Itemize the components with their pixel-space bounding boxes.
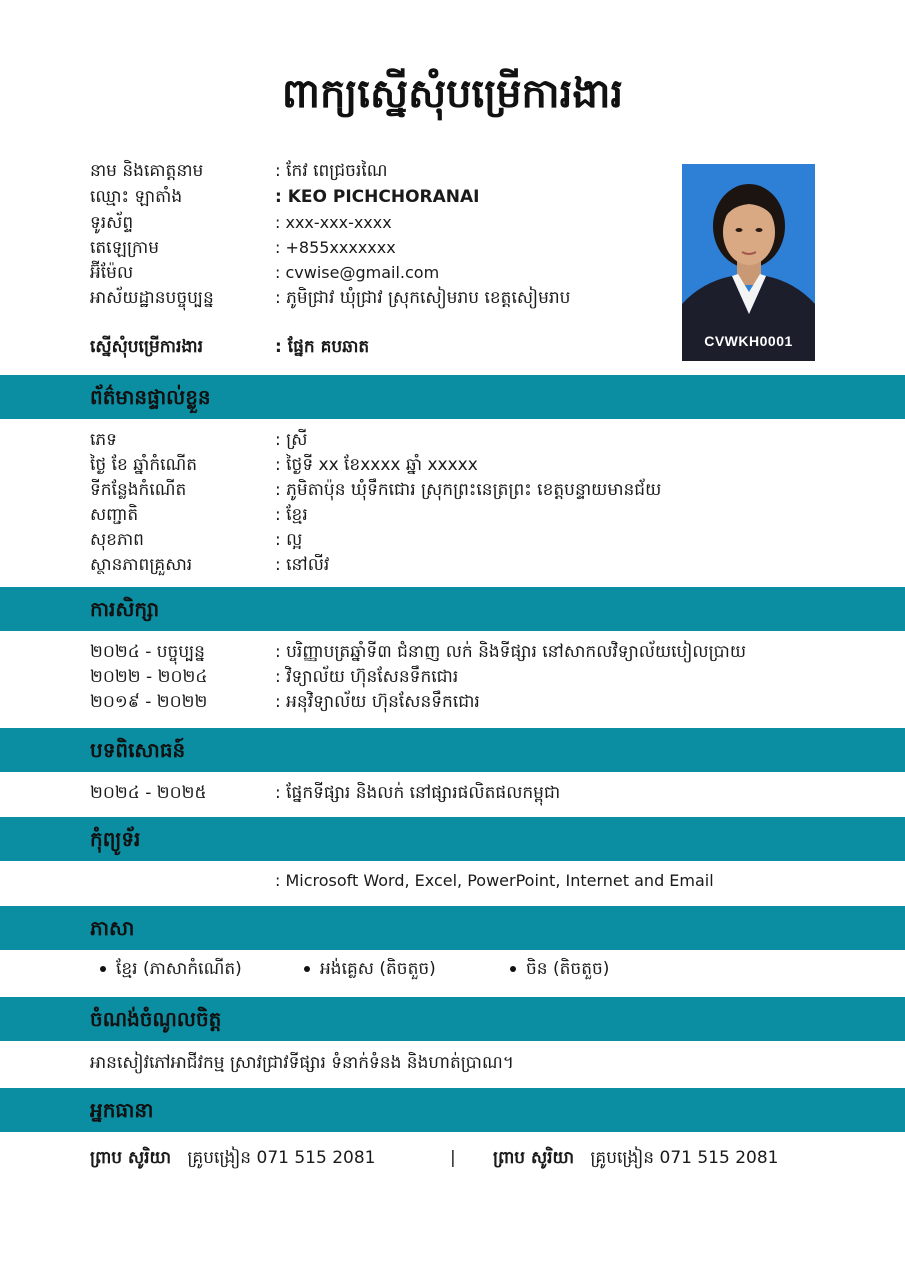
name-latin-label: ឈ្មោះ ឡាតាំង: [90, 187, 183, 207]
person-portrait-image: [682, 164, 815, 361]
phone-value: : xxx-xxx-xxxx: [275, 213, 392, 232]
reference-phone: 071 515 2081: [256, 1148, 376, 1168]
profile-photo: [682, 164, 815, 361]
section-title: កុំព្យូទ័រ: [90, 827, 141, 851]
section-header-language: [0, 906, 905, 950]
pob-value: : ភូមិតាប៉ុន ឃុំទឹកជោរ ស្រុកព្រះនេត្រព្រះ ខេត្តបន្ទាយមានជ័យ: [275, 480, 662, 500]
marital-value: : នៅលីវ: [275, 555, 330, 575]
section-header-education: [0, 587, 905, 631]
hobbies-row: [90, 1050, 514, 1076]
position-value: : ផ្នែក គបឆាត: [275, 337, 370, 357]
reference-name: ព្រាប សូរិយា: [493, 1148, 575, 1168]
telegram-value: : +855xxxxxxx: [275, 238, 396, 257]
email-value[interactable]: : cvwise@gmail.com: [275, 263, 440, 282]
computer-value: : Microsoft Word, Excel, PowerPoint, Internet and Email: [275, 871, 714, 890]
section-title: ព័ត៌មានផ្ទាល់ខ្លួន: [90, 385, 211, 409]
reference-phone: 071 515 2081: [659, 1148, 779, 1168]
bullet-icon: [510, 966, 516, 972]
phone-label: ទូរស័ព្ទ: [90, 213, 134, 233]
education-value: : អនុវិទ្យាល័យ ហ៊ុនសែនទឹកជោរ: [275, 692, 480, 712]
language-label: ចិន (តិចតួច): [526, 959, 610, 979]
education-period: ២០២២ - ២០២៤: [90, 667, 208, 687]
section-title: អ្នកធានា: [90, 1098, 154, 1122]
education-period: ២០១៩ - ២០២២: [90, 692, 208, 712]
section-header-computer: [0, 817, 905, 861]
experience-period: ២០២៤ - ២០២៥: [90, 783, 207, 803]
name-kh-label: នាម និងគោត្តនាម: [90, 161, 204, 181]
reference-role: គ្រូបង្រៀន: [187, 1148, 252, 1168]
gender-label: ភេទ: [90, 430, 117, 450]
education-value: : វិទ្យាល័យ ហ៊ុនសែនទឹកជោរ: [275, 667, 459, 687]
reference-name: ព្រាប សូរិយា: [90, 1148, 172, 1168]
section-title: បទពិសោធន៍: [90, 738, 186, 762]
section-title: ការសិក្សា: [90, 597, 160, 621]
language-label: អង់គ្លេស (តិចតួច): [320, 959, 436, 979]
education-value: : បរិញ្ញាបត្រឆ្នាំទី៣ ជំនាញ លក់ និងទីផ្សារ នៅសាកលវិទ្យាល័យបៀលប្រាយ: [275, 642, 747, 662]
dob-label: ថ្ងៃ ខែ ឆ្នាំកំណើត: [90, 455, 198, 475]
nationality-label: សញ្ជាតិ: [90, 505, 139, 525]
section-title: ភាសា: [90, 916, 135, 940]
reference-separator: |: [450, 1148, 456, 1168]
name-latin-value: : KEO PICHCHORANAI: [275, 187, 480, 207]
section-header-personal-info: [0, 375, 905, 419]
language-item: [304, 956, 436, 982]
email-label: អ៊ីម៉ែល: [90, 263, 134, 283]
name-kh-value: : កែវ ពេជ្រចរណៃ: [275, 161, 388, 181]
gender-value: : ស្រី: [275, 430, 308, 450]
photo-watermark: CVWKH0001: [704, 333, 793, 349]
dob-value: : ថ្ងៃទី xx ខែxxxx ឆ្នាំ xxxxx: [275, 455, 478, 475]
language-label: ខ្មែរ (ភាសាកំណើត): [116, 959, 242, 979]
reference-item: [90, 1144, 375, 1172]
education-period: ២០២៤ - បច្ចុប្បន្ន: [90, 642, 205, 662]
page-title: ពាក្យស្នើសុំបម្រើការងារ: [281, 71, 624, 117]
position-label: ស្នើសុំបម្រើការងារ: [90, 337, 203, 357]
marital-label: ស្ថានភាពគ្រួសារ: [90, 555, 193, 575]
section-title: ចំណង់ចំណូលចិត្ត: [90, 1007, 222, 1031]
health-label: សុខភាព: [90, 530, 144, 550]
section-header-experience: [0, 728, 905, 772]
experience-value: : ផ្នែកទីផ្សារ និងលក់ នៅផ្សារផលិតផលកម្ពុជា: [275, 783, 561, 803]
language-item: [100, 956, 242, 982]
health-value: : ល្អ: [275, 530, 303, 550]
address-value: : ភូមិជ្រាវ ឃុំជ្រាវ ស្រុកសៀមរាប ខេត្តសៀមរាប: [275, 288, 571, 308]
section-header-hobbies: [0, 997, 905, 1041]
telegram-label: តេឡេក្រាម: [90, 238, 159, 258]
bullet-icon: [304, 966, 310, 972]
section-header-references: [0, 1088, 905, 1132]
reference-item: [493, 1144, 778, 1172]
nationality-value: : ខ្មែរ: [275, 505, 308, 525]
bullet-icon: [100, 966, 106, 972]
reference-role: គ្រូបង្រៀន: [590, 1148, 655, 1168]
address-label: អាស័យដ្ឋានបច្ចុប្បន្ន: [90, 288, 214, 308]
hobbies-text: អានសៀវភៅអាជីវកម្ម ស្រាវជ្រាវទីផ្សារ ទំនាក់ទំនង និងហាត់ប្រាណ។: [90, 1053, 514, 1073]
language-item: [510, 956, 609, 982]
pob-label: ទីកន្លែងកំណើត: [90, 480, 187, 500]
